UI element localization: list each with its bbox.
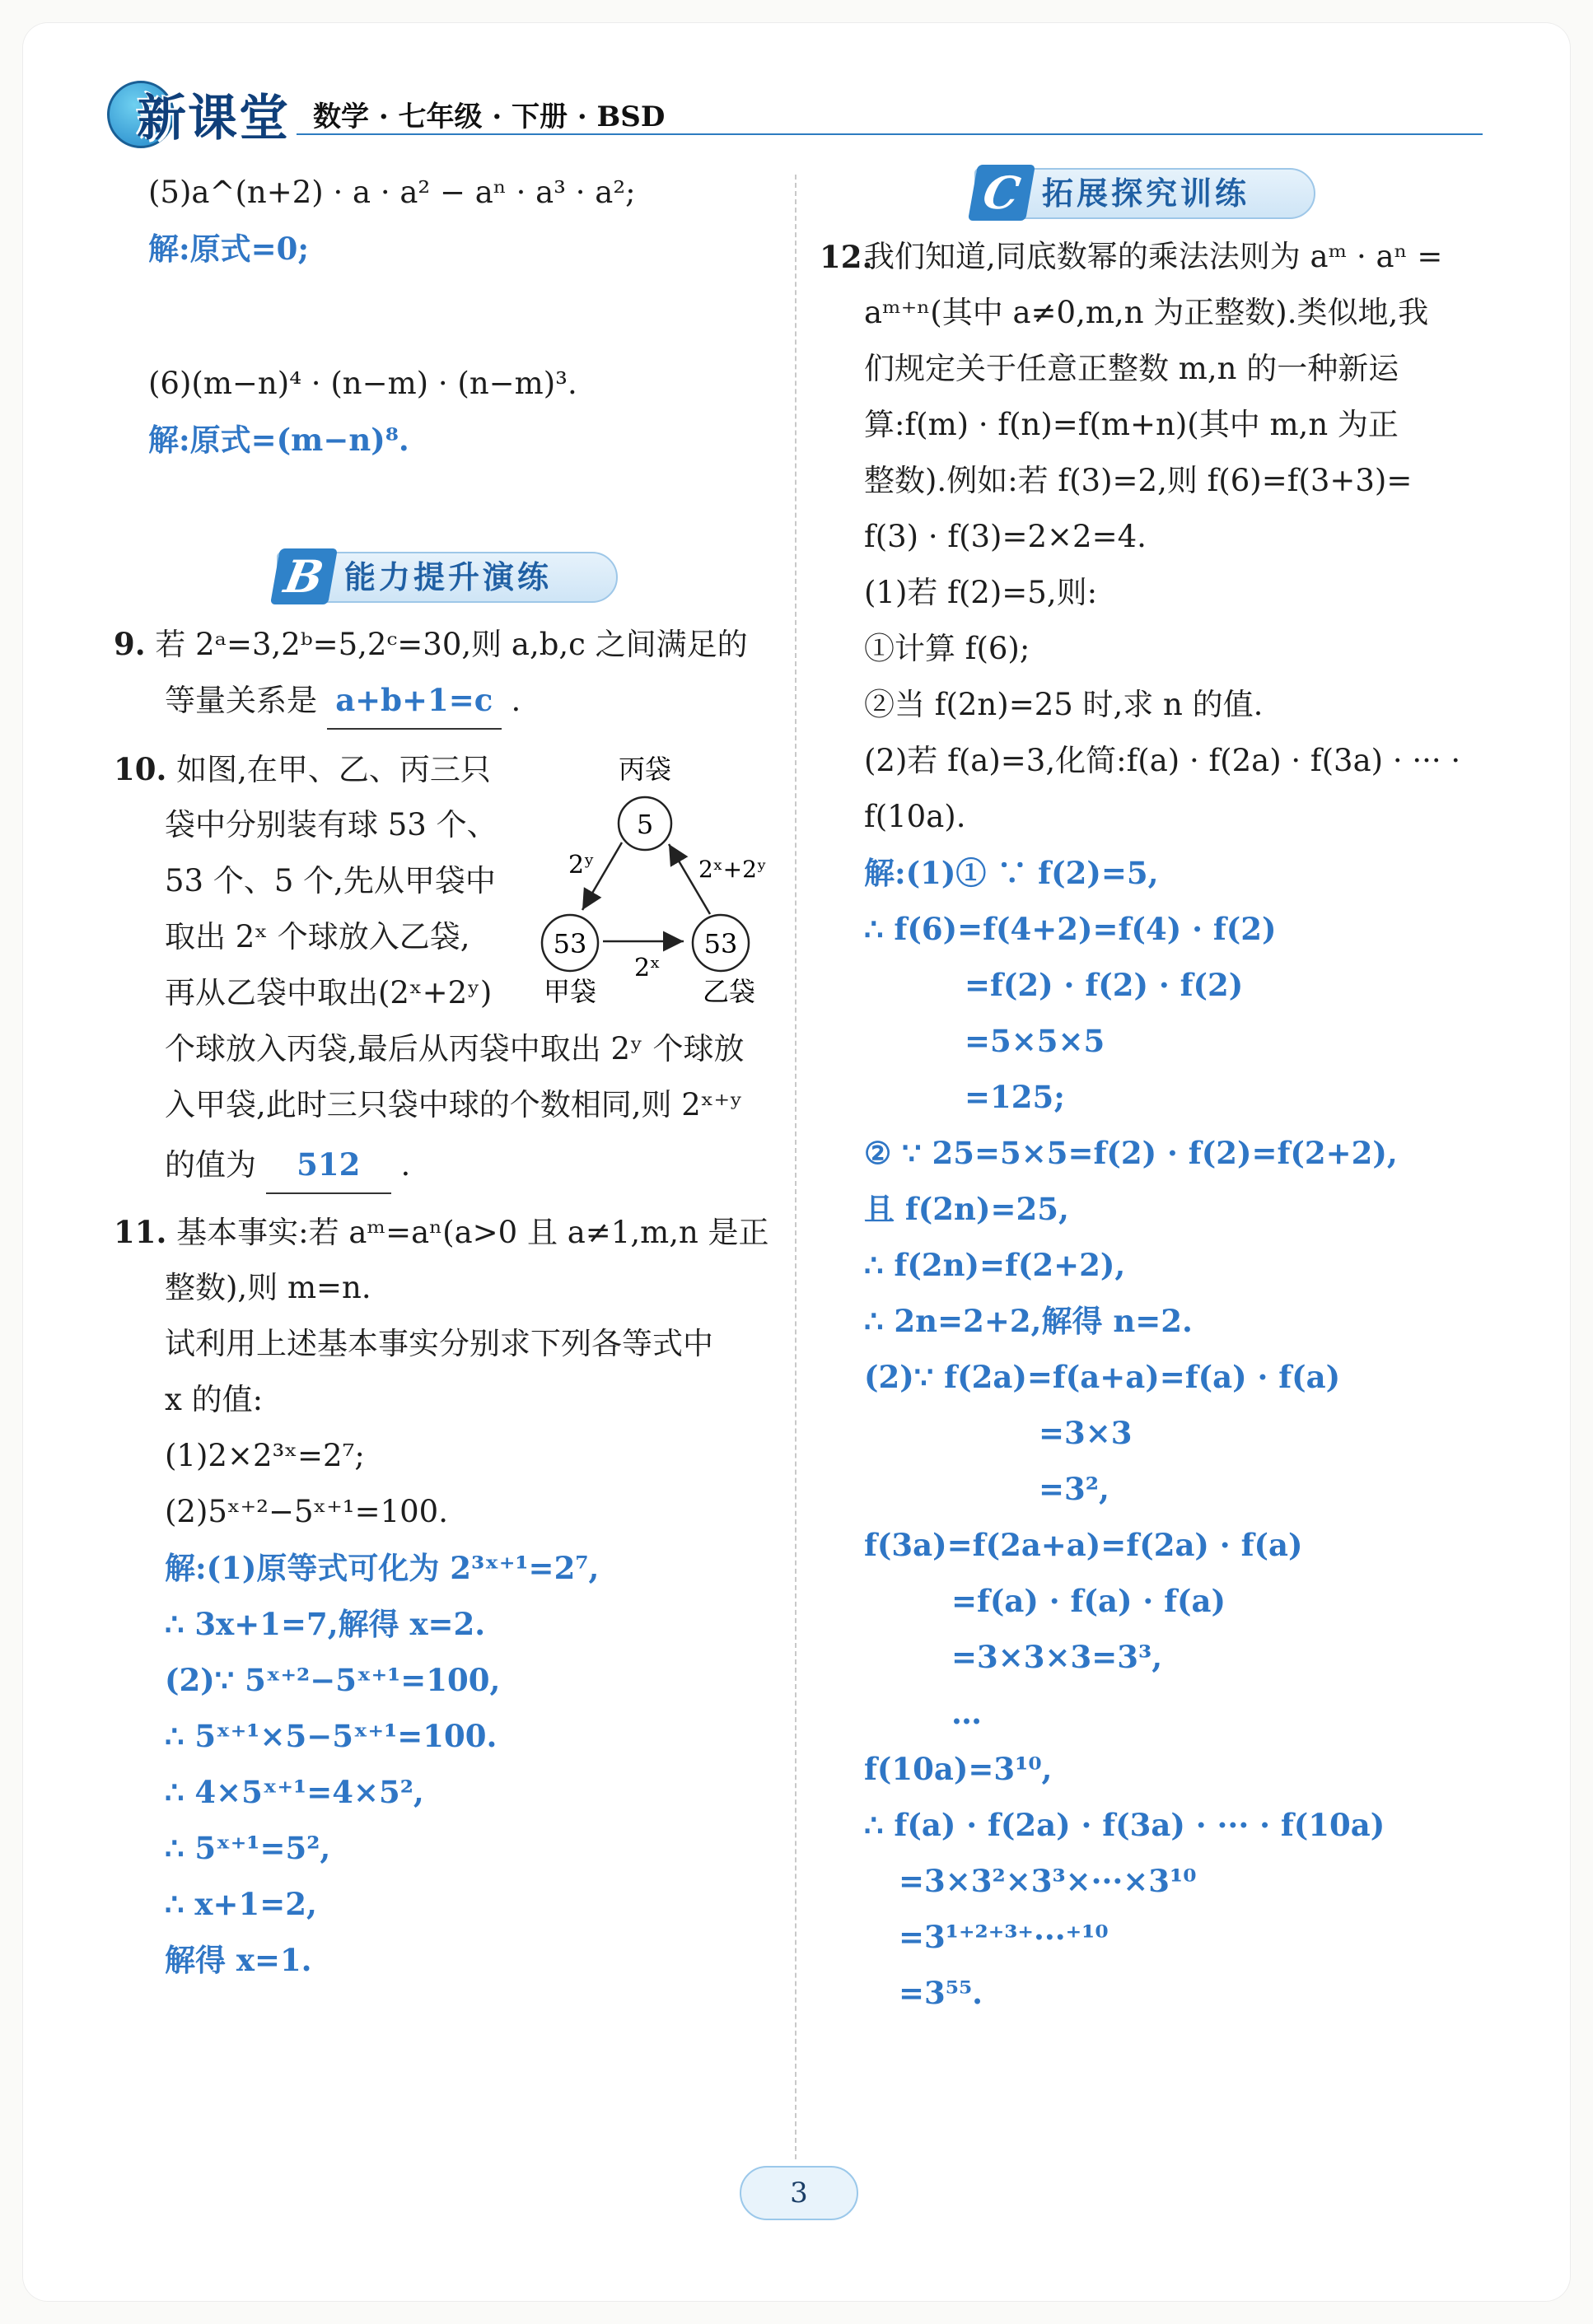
problem-12-line: (2)若 f(a)=3,化简:f(a) · f(2a) · f(3a) · ··· · xyxy=(864,743,1461,778)
problem-12-answer-line: ∴ f(2n)=f(2+2), xyxy=(864,1247,1126,1283)
problem-12-answer-line: 且 f(2n)=25, xyxy=(864,1191,1069,1227)
problem-11-line3: 试利用上述基本事实分别求下列各等式中 xyxy=(165,1326,713,1361)
problem-6-answer: 解:原式=(m−n)⁸. xyxy=(148,422,409,458)
problem-12-line: 整数).例如:若 f(3)=2,则 f(6)=f(3+3)= xyxy=(864,463,1413,498)
problem-11-line1 xyxy=(114,1204,769,1261)
problem-12-answer-line: =3×3 xyxy=(1039,1415,1133,1451)
section-b-letter: B xyxy=(270,548,338,604)
bags-diagram xyxy=(527,754,791,1017)
bag-jia-value: 53 xyxy=(553,928,587,959)
bag-bing-value: 5 xyxy=(636,809,654,840)
arrow-jia-to-yi-label: 2ˣ xyxy=(634,954,661,982)
problem-10-line8 xyxy=(165,1136,410,1194)
problem-11-answer-line: ∴ 3x+1=7,解得 x=2. xyxy=(165,1606,486,1642)
problem-12-line: aᵐ⁺ⁿ(其中 a≠0,m,n 为正整数).类似地,我 xyxy=(864,295,1429,330)
problem-11-answer-line: 解:(1)原等式可化为 2³ˣ⁺¹=2⁷, xyxy=(165,1550,600,1586)
problem-10-line2: 袋中分别装有球 53 个、 xyxy=(165,807,498,842)
problem-10-line6: 个球放入丙袋,最后从丙袋中取出 2ʸ 个球放 xyxy=(165,1031,745,1066)
problem-12-line: ①计算 f(6); xyxy=(864,631,1030,666)
problem-12-line: 们规定关于任意正整数 m,n 的一种新运 xyxy=(864,351,1399,386)
problem-9-suffix: . xyxy=(511,683,521,718)
problem-12-answer-line: ∴ 2n=2+2,解得 n=2. xyxy=(864,1303,1193,1339)
bag-yi-value: 53 xyxy=(703,928,738,959)
bag-yi-label: 乙袋 xyxy=(702,976,756,1007)
problem-12-answer-line: =3², xyxy=(1039,1471,1109,1507)
problem-11-answer-line: ∴ x+1=2, xyxy=(165,1886,317,1922)
problem-11-line2: 整数),则 m=n. xyxy=(165,1270,371,1305)
problem-10-prefix: 的值为 xyxy=(165,1147,256,1183)
problem-11-answer-line: 解得 x=1. xyxy=(165,1942,312,1978)
section-b-title: 能力提升演练 xyxy=(344,559,553,595)
problem-12-line: (1)若 f(2)=5,则: xyxy=(864,575,1098,610)
arrow-bing-to-jia-label: 2ʸ xyxy=(568,851,595,880)
problem-10-line4: 取出 2ˣ 个球放入乙袋, xyxy=(165,919,470,954)
problem-12-answer-line: =f(a) · f(a) · f(a) xyxy=(951,1583,1226,1619)
problem-11-line4: x 的值: xyxy=(165,1382,264,1417)
problem-12-answer-line: 解:(1)① ∵ f(2)=5, xyxy=(864,855,1159,891)
problem-10-line5: 再从乙袋中取出(2ˣ+2ʸ) xyxy=(165,975,493,1010)
arrow-yi-to-bing-label: 2ˣ+2ʸ xyxy=(698,856,767,883)
problem-12-answer-line: (2)∵ f(2a)=f(a+a)=f(a) · f(a) xyxy=(864,1359,1341,1395)
problem-9-blank: a+b+1=c xyxy=(327,672,502,730)
left-column xyxy=(0,0,795,2224)
problem-11-part1: (1)2×2³ˣ=2⁷; xyxy=(165,1438,365,1473)
bag-jia-label: 甲袋 xyxy=(543,976,597,1007)
problem-12-answer-line: =3×3²×3³×···×3¹⁰ xyxy=(899,1863,1197,1899)
problem-12-line: f(10a). xyxy=(864,799,966,834)
section-c-banner xyxy=(974,168,1315,219)
problem-12-answer-line: … xyxy=(951,1695,982,1731)
problem-12-answer-line: =3⁵⁵. xyxy=(899,1975,983,2011)
problem-11-answer-line: ∴ 5ˣ⁺¹×5−5ˣ⁺¹=100. xyxy=(165,1718,498,1754)
problem-5-answer: 解:原式=0; xyxy=(148,231,310,267)
logo-text: 新课堂 xyxy=(137,90,290,147)
problem-12-answer-line: ∴ f(6)=f(4+2)=f(4) · f(2) xyxy=(864,911,1277,947)
problem-12-answer-line: ② ∵ 25=5×5=f(2) · f(2)=f(2+2), xyxy=(864,1135,1398,1171)
bag-bing-label: 丙袋 xyxy=(618,754,672,785)
book-subtitle: 数学 · 七年级 · 下册 · BSD xyxy=(313,100,666,133)
problem-10-blank: 512 xyxy=(266,1136,391,1194)
problem-12-line: 算:f(m) · f(n)=f(m+n)(其中 m,n 为正 xyxy=(864,407,1399,442)
problem-12-answer-line: ∴ f(a) · f(2a) · f(3a) · ··· · f(10a) xyxy=(864,1807,1385,1843)
problem-9-number: 9. xyxy=(114,626,146,662)
problem-9-line1: 若 2ᵃ=3,2ᵇ=5,2ᶜ=30,则 a,b,c 之间满足的 xyxy=(155,627,748,662)
problem-11-text1: 基本事实:若 aᵐ=aⁿ(a>0 且 a≠1,m,n 是正 xyxy=(176,1215,769,1250)
problem-12-line: 我们知道,同底数幂的乘法法则为 aᵐ · aⁿ = xyxy=(864,239,1443,274)
section-c-letter: C xyxy=(968,165,1035,221)
problem-10-line7: 入甲袋,此时三只袋中球的个数相同,则 2ˣ⁺ʸ xyxy=(165,1087,743,1122)
problem-11-number: 11. xyxy=(114,1214,167,1250)
section-c-title: 拓展探究训练 xyxy=(1042,175,1250,212)
problem-12-answer-line: f(3a)=f(2a+a)=f(2a) · f(a) xyxy=(864,1527,1303,1563)
problem-12-answer-line: =3×3×3=3³, xyxy=(951,1639,1163,1675)
problem-5: (5)a^(n+2) · a · a² − aⁿ · a³ · a²; xyxy=(148,175,636,210)
problem-12-answer-line: =f(2) · f(2) · f(2) xyxy=(965,967,1244,1003)
problem-12-line: ②当 f(2n)=25 时,求 n 的值. xyxy=(864,687,1264,722)
problem-10-suffix: . xyxy=(400,1147,411,1183)
problem-11-part2: (2)5ˣ⁺²−5ˣ⁺¹=100. xyxy=(165,1494,448,1529)
problem-12-line: f(3) · f(3)=2×2=4. xyxy=(864,519,1147,554)
section-b-banner xyxy=(277,552,618,603)
problem-9 xyxy=(114,616,748,673)
problem-12-answer-line: =5×5×5 xyxy=(965,1023,1105,1059)
problem-11-answer-line: ∴ 4×5ˣ⁺¹=4×5², xyxy=(165,1774,424,1810)
right-column xyxy=(795,0,1593,2224)
problem-12-number: 12. xyxy=(820,239,873,275)
problem-9-prefix: 等量关系是 xyxy=(165,683,317,718)
problem-10-line3: 53 个、5 个,先从甲袋中 xyxy=(165,863,496,898)
page-number: 3 xyxy=(740,2166,858,2220)
problem-11-answer-line: (2)∵ 5ˣ⁺²−5ˣ⁺¹=100, xyxy=(165,1662,501,1698)
problem-10-number: 10. xyxy=(114,751,167,787)
problem-9-line2 xyxy=(165,672,521,730)
problem-12-answer-line: =125; xyxy=(965,1079,1065,1115)
problem-6: (6)(m−n)⁴ · (n−m) · (n−m)³. xyxy=(148,366,577,401)
problem-12-answer-line: =3¹⁺²⁺³⁺···⁺¹⁰ xyxy=(899,1919,1109,1955)
problem-10-text1: 如图,在甲、乙、丙三只 xyxy=(176,752,491,787)
problem-12-answer-line: f(10a)=3¹⁰, xyxy=(864,1751,1053,1787)
problem-10-line1 xyxy=(114,741,491,798)
problem-11-answer-line: ∴ 5ˣ⁺¹=5², xyxy=(165,1830,331,1866)
